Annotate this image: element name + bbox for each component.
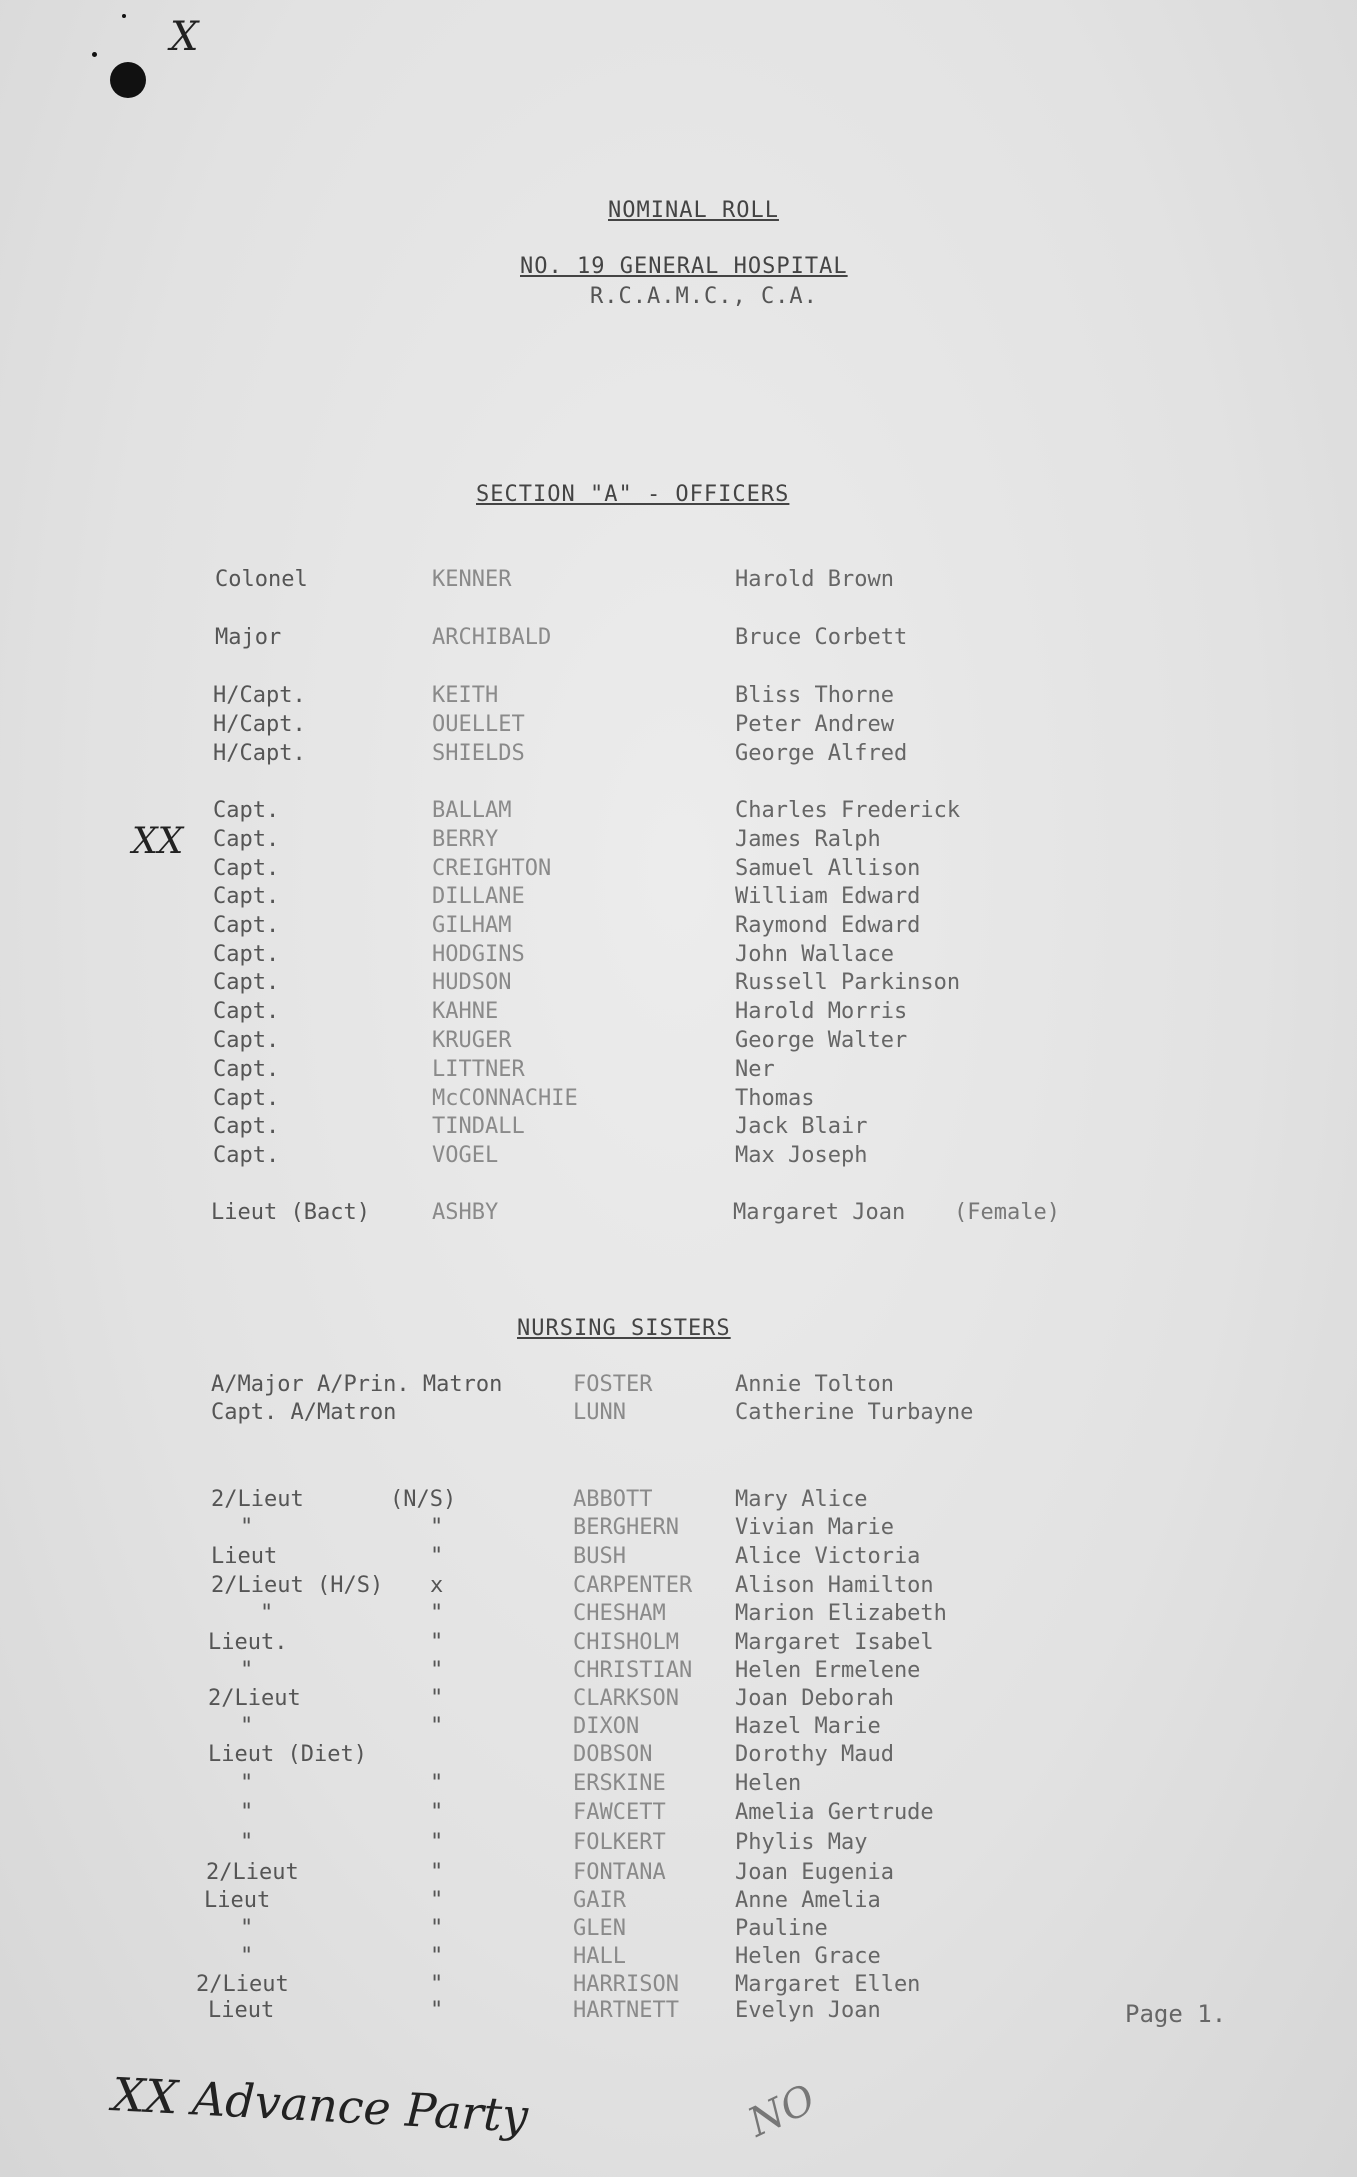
- rank: Lieut: [208, 1998, 275, 2023]
- designation: ": [430, 1972, 444, 1997]
- surname: ABBOTT: [573, 1487, 653, 1512]
- surname: BALLAM: [432, 798, 512, 823]
- unit-line-1: NO. 19 GENERAL HOSPITAL: [520, 254, 848, 279]
- designation: x: [430, 1573, 444, 1598]
- given-names: James Ralph: [735, 827, 881, 852]
- rank: 2/Lieut (H/S): [211, 1573, 384, 1598]
- surname: VOGEL: [432, 1143, 499, 1168]
- designation: ": [430, 1800, 444, 1825]
- rank: A/Major A/Prin. Matron: [211, 1372, 503, 1397]
- given-names: Anne Amelia: [735, 1888, 881, 1913]
- surname: ASHBY: [432, 1200, 499, 1225]
- surname: DOBSON: [573, 1742, 653, 1767]
- rank: 2/Lieut: [196, 1972, 289, 1997]
- surname: McCONNACHIE: [432, 1086, 578, 1111]
- rank: H/Capt.: [213, 712, 306, 737]
- rank: Capt.: [213, 913, 280, 938]
- surname: HARTNETT: [573, 1998, 679, 2023]
- given-names: Evelyn Joan: [735, 1998, 881, 2023]
- designation: ": [430, 1686, 444, 1711]
- rank: ": [240, 1800, 254, 1825]
- given-names: Helen Ermelene: [735, 1658, 921, 1683]
- surname: TINDALL: [432, 1114, 525, 1139]
- surname: KAHNE: [432, 999, 499, 1024]
- given-names: Peter Andrew: [735, 712, 894, 737]
- rank: ": [240, 1771, 254, 1796]
- given-names: Helen Grace: [735, 1944, 881, 1969]
- surname: FOSTER: [573, 1372, 653, 1397]
- surname: CHISHOLM: [573, 1630, 679, 1655]
- surname: CHRISTIAN: [573, 1658, 693, 1683]
- designation: ": [430, 1714, 444, 1739]
- given-names: Amelia Gertrude: [735, 1800, 934, 1825]
- rank: Capt.: [213, 999, 280, 1024]
- surname: DILLANE: [432, 884, 525, 909]
- surname: SHIELDS: [432, 741, 525, 766]
- nursing-sisters-heading: NURSING SISTERS: [517, 1316, 731, 1341]
- rank: Capt.: [213, 1143, 280, 1168]
- rank: Lieut: [211, 1544, 278, 1569]
- given-names: George Walter: [735, 1028, 908, 1053]
- surname: DIXON: [573, 1714, 640, 1739]
- page-number: Page 1.: [1125, 2000, 1227, 2028]
- rank: Capt.: [213, 942, 280, 967]
- given-names: Alison Hamilton: [735, 1573, 934, 1598]
- rank: Capt.: [213, 1086, 280, 1111]
- designation: ": [430, 1998, 444, 2023]
- given-names: Margaret Ellen: [735, 1972, 921, 1997]
- designation: ": [430, 1944, 444, 1969]
- handwritten-initials: NO: [741, 2075, 823, 2147]
- rank: ": [240, 1714, 254, 1739]
- rank: ": [240, 1916, 254, 1941]
- surname: KRUGER: [432, 1028, 512, 1053]
- designation: ": [430, 1544, 444, 1569]
- given-names: Harold Brown: [735, 567, 894, 592]
- given-names: Catherine Turbayne: [735, 1400, 974, 1425]
- rank: Capt.: [213, 827, 280, 852]
- ink-speck: [92, 52, 97, 57]
- given-names: Phylis May: [735, 1830, 868, 1855]
- designation: ": [430, 1515, 444, 1540]
- advance-party-note: XX Advance Party: [110, 2067, 530, 2143]
- surname: CLARKSON: [573, 1686, 679, 1711]
- surname: BERGHERN: [573, 1515, 679, 1540]
- rank: Major: [215, 625, 282, 650]
- surname: BUSH: [573, 1544, 626, 1569]
- given-names: Marion Elizabeth: [735, 1601, 947, 1626]
- unit-line-2: R.C.A.M.C., C.A.: [590, 284, 818, 309]
- given-names: Raymond Edward: [735, 913, 921, 938]
- rank: ": [260, 1601, 274, 1626]
- rank: Capt.: [213, 1028, 280, 1053]
- designation: ": [430, 1830, 444, 1855]
- given-names: Dorothy Maud: [735, 1742, 894, 1767]
- given-names: Pauline: [735, 1916, 828, 1941]
- surname: KENNER: [432, 567, 512, 592]
- surname: ARCHIBALD: [432, 625, 552, 650]
- surname: FOLKERT: [573, 1830, 666, 1855]
- rank: 2/Lieut: [211, 1487, 304, 1512]
- ink-speck: [122, 14, 126, 18]
- designation: (N/S): [390, 1487, 457, 1512]
- designation: ": [430, 1658, 444, 1683]
- surname: OUELLET: [432, 712, 525, 737]
- designation: ": [430, 1916, 444, 1941]
- given-names: Helen: [735, 1771, 802, 1796]
- surname: HUDSON: [432, 970, 512, 995]
- surname: HODGINS: [432, 942, 525, 967]
- designation: ": [430, 1771, 444, 1796]
- given-names: Bliss Thorne: [735, 683, 894, 708]
- given-names: Ner: [735, 1057, 775, 1082]
- given-names: Joan Deborah: [735, 1686, 894, 1711]
- given-names: Thomas: [735, 1086, 815, 1111]
- section-a-heading: SECTION "A" - OFFICERS: [476, 482, 790, 507]
- surname: HALL: [573, 1944, 626, 1969]
- designation: ": [430, 1630, 444, 1655]
- rank: Lieut (Diet): [208, 1742, 367, 1767]
- corner-handwritten-mark: X: [170, 14, 199, 60]
- surname: CREIGHTON: [432, 856, 552, 881]
- surname: FONTANA: [573, 1860, 666, 1885]
- rank: ": [240, 1830, 254, 1855]
- surname: CHESHAM: [573, 1601, 666, 1626]
- surname: HARRISON: [573, 1972, 679, 1997]
- given-names: Jack Blair: [735, 1114, 868, 1139]
- given-names: Harold Morris: [735, 999, 908, 1024]
- rank: ": [240, 1944, 254, 1969]
- designation: ": [430, 1888, 444, 1913]
- rank: ": [240, 1658, 254, 1683]
- rank: Capt.: [213, 856, 280, 881]
- rank: H/Capt.: [213, 741, 306, 766]
- rank: Capt.: [213, 970, 280, 995]
- surname: BERRY: [432, 827, 499, 852]
- designation: ": [430, 1601, 444, 1626]
- rank: Capt. A/Matron: [211, 1400, 397, 1425]
- given-names: Hazel Marie: [735, 1714, 881, 1739]
- rank: H/Capt.: [213, 683, 306, 708]
- given-names: Bruce Corbett: [735, 625, 908, 650]
- given-names: Vivian Marie: [735, 1515, 894, 1540]
- surname: GLEN: [573, 1916, 626, 1941]
- given-names: Annie Tolton: [735, 1372, 894, 1397]
- surname: LITTNER: [432, 1057, 525, 1082]
- given-names: Margaret Isabel: [735, 1630, 934, 1655]
- surname: KEITH: [432, 683, 499, 708]
- given-names: George Alfred: [735, 741, 908, 766]
- advance-party-mark: XX: [132, 821, 184, 862]
- surname: CARPENTER: [573, 1573, 693, 1598]
- given-names: Alice Victoria: [735, 1544, 921, 1569]
- note: (Female): [954, 1200, 1060, 1225]
- given-names: Joan Eugenia: [735, 1860, 894, 1885]
- rank: ": [240, 1515, 254, 1540]
- given-names: Charles Frederick: [735, 798, 961, 823]
- given-names: William Edward: [735, 884, 921, 909]
- punch-hole: [110, 62, 146, 98]
- rank: Capt.: [213, 1114, 280, 1139]
- given-names: Max Joseph: [735, 1143, 868, 1168]
- given-names: Mary Alice: [735, 1487, 868, 1512]
- surname: ERSKINE: [573, 1771, 666, 1796]
- given-names: Russell Parkinson: [735, 970, 961, 995]
- rank: 2/Lieut: [208, 1686, 301, 1711]
- surname: GILHAM: [432, 913, 512, 938]
- given-names: John Wallace: [735, 942, 894, 967]
- rank: Lieut: [204, 1888, 271, 1913]
- surname: GAIR: [573, 1888, 626, 1913]
- rank: 2/Lieut: [206, 1860, 299, 1885]
- rank: Capt.: [213, 798, 280, 823]
- surname: FAWCETT: [573, 1800, 666, 1825]
- rank: Lieut.: [208, 1630, 288, 1655]
- rank: Colonel: [215, 567, 308, 592]
- given-names: Samuel Allison: [735, 856, 921, 881]
- surname: LUNN: [573, 1400, 626, 1425]
- page-title: NOMINAL ROLL: [608, 198, 779, 223]
- given-names: Margaret Joan: [733, 1200, 906, 1225]
- rank: Capt.: [213, 884, 280, 909]
- rank: Lieut (Bact): [211, 1200, 370, 1225]
- designation: ": [430, 1860, 444, 1885]
- rank: Capt.: [213, 1057, 280, 1082]
